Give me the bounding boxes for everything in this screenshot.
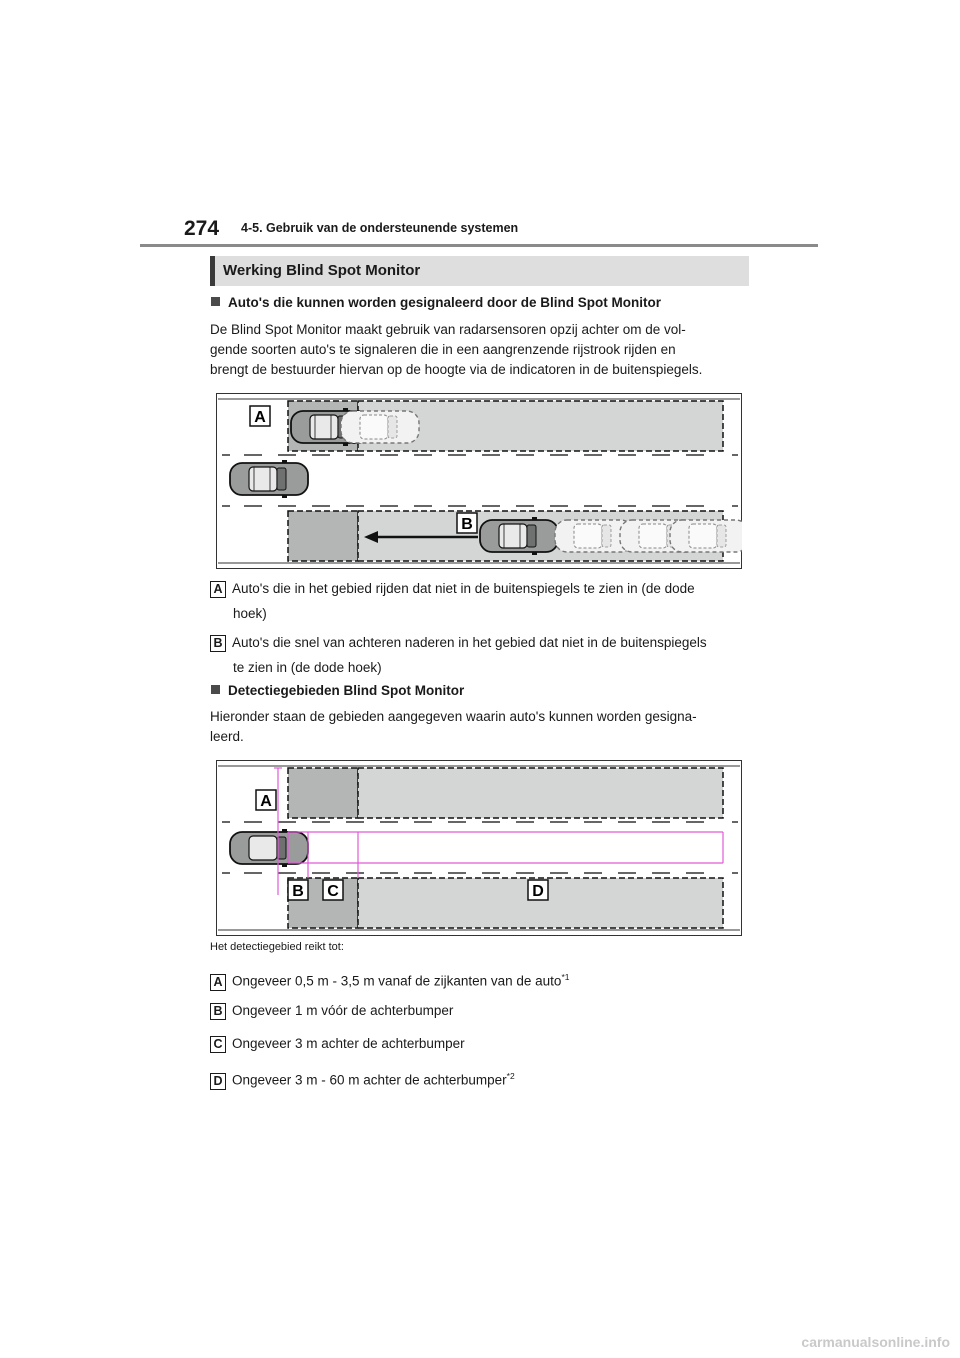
diagram-label-c-text: C: [327, 883, 339, 900]
heading-detection-areas-text: Detectiegebieden Blind Spot Monitor: [228, 683, 465, 698]
footnote-ref: *1: [561, 972, 570, 982]
diagram-label-a-text: A: [254, 409, 266, 426]
item-label: A: [210, 974, 226, 991]
range-item-a: [210, 965, 755, 994]
item-label: A: [210, 581, 226, 598]
page-number: 274: [184, 217, 220, 240]
item-text: Ongeveer 3 m achter de achterbumper: [232, 1036, 465, 1051]
diagram-label-d: [528, 880, 548, 900]
areas-line: Hieronder staan de gebieden aangegeven waarin auto's kunnen worden gesigna-: [210, 709, 697, 724]
areas-paragraph: [210, 707, 755, 747]
item-label: C: [210, 1036, 226, 1053]
square-bullet-icon: [211, 685, 220, 694]
item-label: D: [210, 1073, 226, 1090]
range-item-d: [210, 1064, 755, 1093]
range-item-b: [210, 998, 755, 1023]
diagram-label-a: [256, 790, 276, 810]
section-title: Werking Blind Spot Monitor: [223, 262, 421, 279]
diagram-label-b: [457, 513, 477, 533]
item-text: Ongeveer 0,5 m - 3,5 m vanaf de zijkanten van de auto: [232, 973, 562, 989]
footnote-ref: *2: [506, 1071, 515, 1081]
areas-line: leerd.: [210, 729, 244, 744]
watermark: carmanualsonline.info: [801, 1334, 950, 1350]
item-label: B: [210, 1003, 226, 1020]
caption-detection-range: Het detectiegebied reikt tot:: [210, 941, 344, 953]
chapter-title: 4-5. Gebruik van de ondersteunende systemen: [241, 221, 519, 235]
diagram-detection-areas: [216, 760, 742, 936]
diagram-label-c: [323, 880, 343, 900]
heading-detection-areas: [211, 683, 464, 698]
range-item-c: [210, 1031, 755, 1056]
section-title-box: [210, 256, 749, 286]
section-title-bar: [210, 256, 215, 286]
diagram-label-d-text: D: [532, 883, 544, 900]
item-b-approaching: [210, 630, 755, 680]
intro-line: brengt de bestuurder hiervan op de hoogte via de indicatoren in de buitenspiegels.: [210, 362, 703, 377]
diagram-label-b-text: B: [461, 516, 473, 533]
item-text: Auto's die snel van achteren naderen in het gebied dat niet in de buitenspiegels: [232, 635, 707, 650]
diagram-label-b-text: B: [292, 883, 304, 900]
diagram-label-b: [288, 880, 308, 900]
item-text: Ongeveer 3 m - 60 m achter de achterbumper: [232, 1072, 507, 1088]
item-text-cont: te zien in (de dode hoek): [233, 660, 382, 675]
item-label: B: [210, 635, 226, 652]
diagram-label-a-text: A: [260, 793, 272, 810]
diagram-label-a: [250, 406, 270, 426]
diagram-blind-spot-cars: [216, 393, 742, 569]
intro-line: De Blind Spot Monitor maakt gebruik van radarsensoren opzij achter om de vol-: [210, 322, 686, 337]
square-bullet-icon: [211, 297, 220, 306]
intro-paragraph: [210, 320, 755, 380]
item-text-cont: hoek): [233, 606, 267, 621]
intro-line: gende soorten auto's te signaleren die in een aangrenzende rijstrook rijden en: [210, 342, 676, 357]
heading-detectable-cars-text: Auto's die kunnen worden gesignaleerd door de Blind Spot Monitor: [228, 295, 661, 310]
heading-detectable-cars: [211, 295, 661, 310]
header-rule: [140, 244, 818, 247]
item-a-blind-spot: [210, 576, 755, 626]
item-text: Auto's die in het gebied rijden dat niet in de buitenspiegels te zien in (de dode: [232, 581, 695, 596]
item-text: Ongeveer 1 m vóór de achterbumper: [232, 1003, 454, 1018]
